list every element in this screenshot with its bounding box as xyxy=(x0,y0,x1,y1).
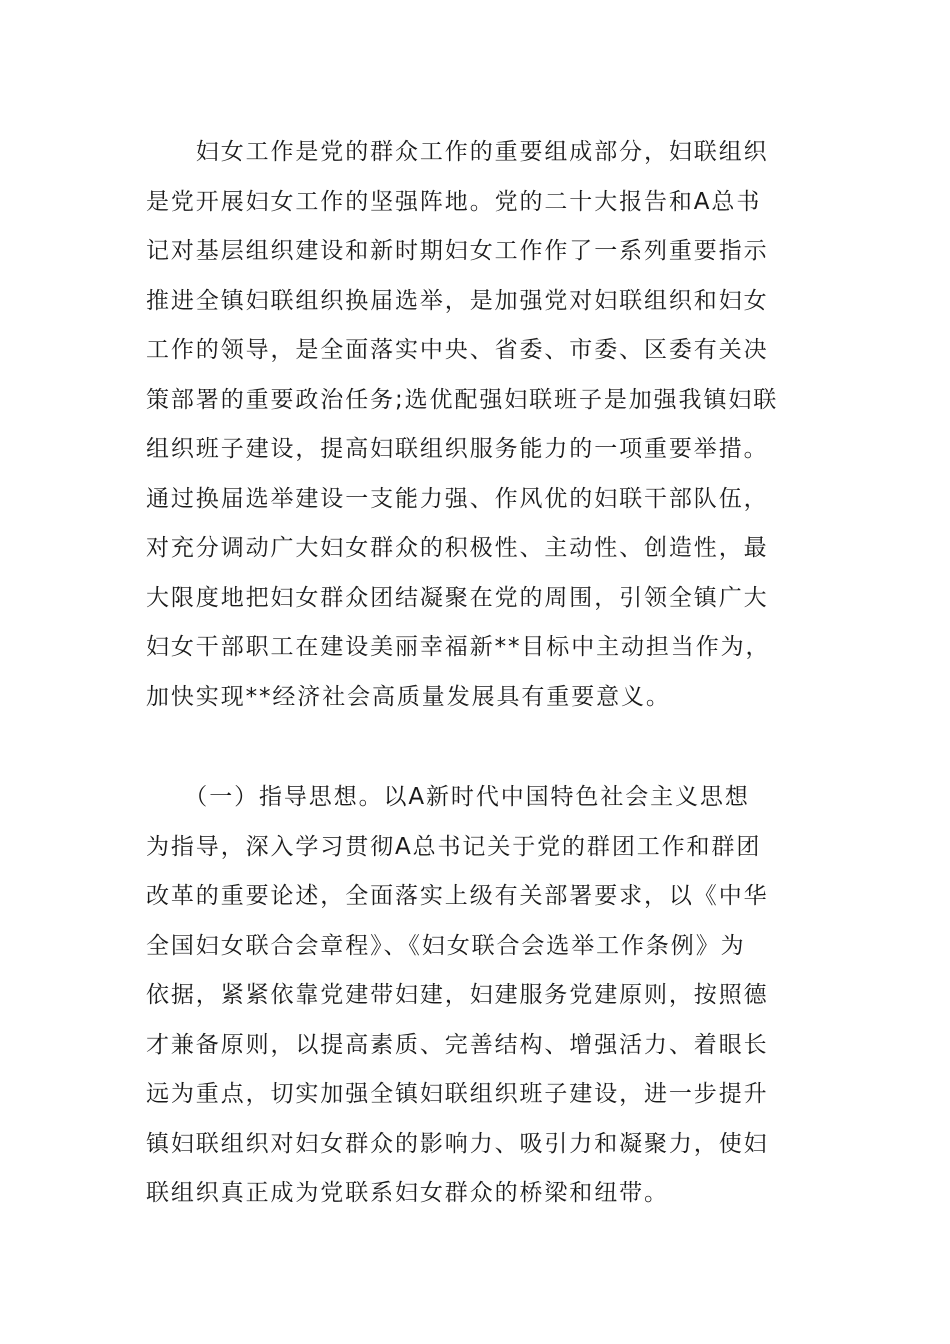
text-line: 妇女干部职工在建设美丽幸福新**目标中主动担当作为， xyxy=(146,634,771,660)
text-line: 镇妇联组织对妇女群众的影响力、吸引力和凝聚力，使妇 xyxy=(146,1130,769,1157)
text-line: 记对基层组织建设和新时期妇女工作作了一系列重要指示 xyxy=(146,238,769,264)
text-line: 改革的重要论述，全面落实上级有关部署要求，以《中华 xyxy=(146,883,769,909)
text-line: （一）指导思想。以A新时代中国特色社会主义思想 xyxy=(146,784,750,810)
text-line: 才兼备原则，以提高素质、完善结构、增强活力、着眼长 xyxy=(146,1031,769,1058)
text-line: 是党开展妇女工作的坚强阵地。党的二十大报告和A总书 xyxy=(146,188,762,215)
text-line: 策部署的重要政治任务;选优配强妇联班子是加强我镇妇联 xyxy=(146,386,779,413)
text-line: 组织班子建设，提高妇联组织服务能力的一项重要举措。 xyxy=(146,436,769,462)
text-line: 大限度地把妇女群众团结凝聚在党的周围，引领全镇广大 xyxy=(146,584,769,611)
text-line: 通过换届选举建设一支能力强、作风优的妇联干部队伍， xyxy=(146,485,769,512)
text-line: 工作的领导，是全面落实中央、省委、市委、区委有关决 xyxy=(146,337,769,363)
text-line: 全国妇女联合会章程》、《妇女联合会选举工作条例》为 xyxy=(146,932,746,959)
text-line: 远为重点，切实加强全镇妇联组织班子建设，进一步提升 xyxy=(146,1081,769,1107)
text-line: 依据，紧紧依靠党建带妇建，妇建服务党建原则，按照德 xyxy=(146,982,769,1008)
text-line: 推进全镇妇联组织换届选举，是加强党对妇联组织和妇女 xyxy=(146,287,769,314)
text-line: 联组织真正成为党联系妇女群众的桥梁和纽带。 xyxy=(146,1180,669,1206)
text-line: 对充分调动广大妇女群众的积极性、主动性、创造性，最 xyxy=(146,535,769,561)
text-line: 为指导，深入学习贯彻A总书记关于党的群团工作和群团 xyxy=(146,833,762,860)
paragraph-introduction xyxy=(146,128,816,722)
text-line: 加快实现**经济社会高质量发展具有重要意义。 xyxy=(146,683,671,710)
paragraph-guiding-ideology xyxy=(146,773,816,1219)
text-line: 妇女工作是党的群众工作的重要组成部分，妇联组织 xyxy=(146,139,769,165)
